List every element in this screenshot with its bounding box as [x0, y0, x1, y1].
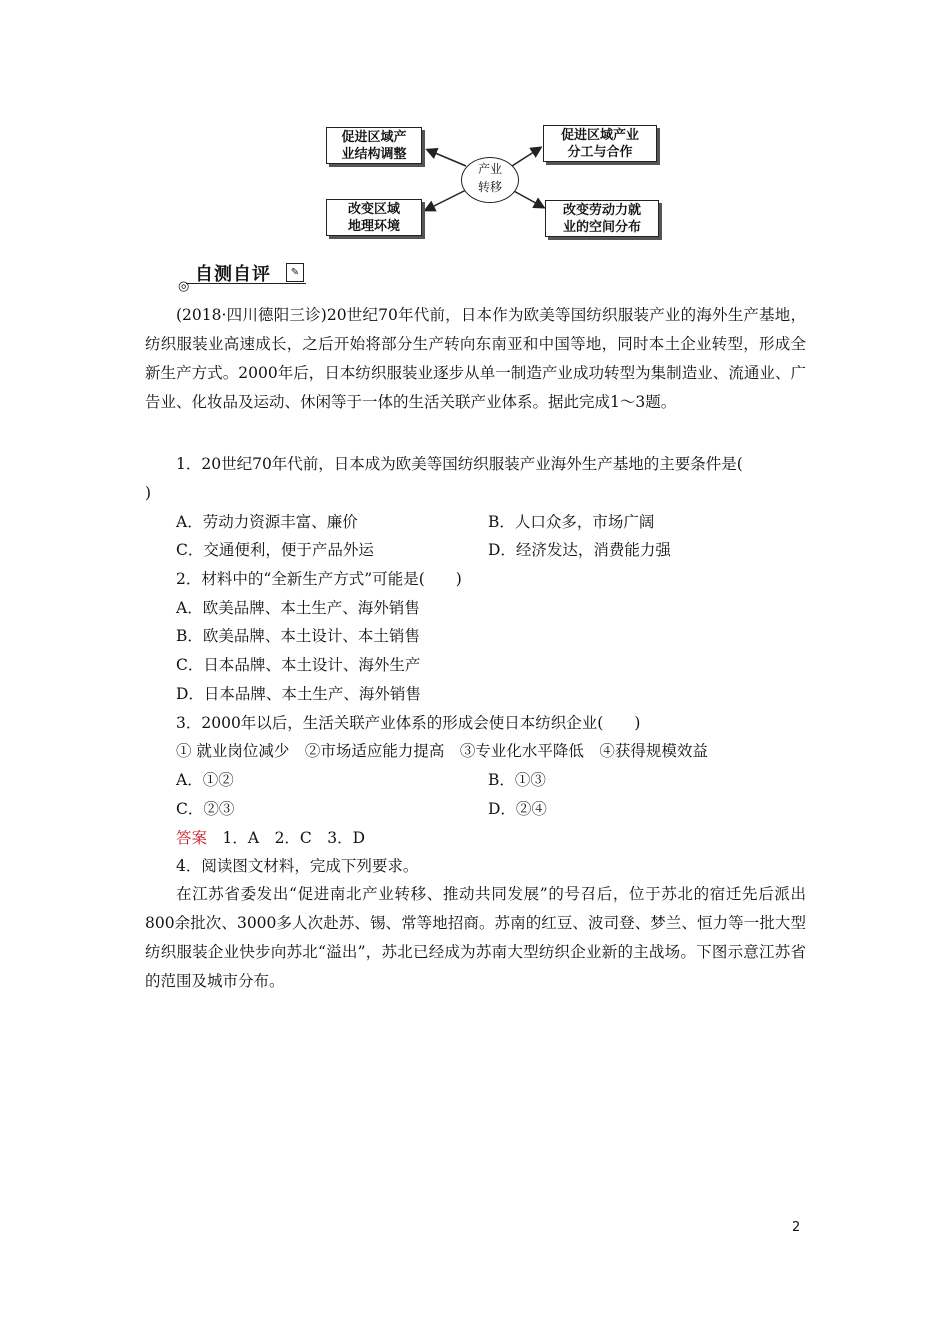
diagram-arrows — [0, 0, 950, 245]
q1-option-c: C．交通便利，便于产品外运 — [176, 541, 374, 559]
q2-option-d: D．日本品牌、本土生产、海外销售 — [176, 685, 421, 703]
box-geographic-environment: 改变区域 地理环境 — [326, 199, 422, 236]
section-underline — [186, 283, 306, 284]
q1-stem-end: ) — [145, 484, 152, 502]
q3-option-d: D．②④ — [488, 800, 547, 818]
section-title: 自测自评 — [195, 264, 271, 285]
industry-transfer-diagram — [0, 0, 950, 245]
answer-text: 1．A 2．C 3．D — [207, 829, 366, 847]
q3-stem: 3．2000年以后，生活关联产业体系的形成会使日本纺织企业( ) — [176, 714, 641, 732]
q3-option-a: A．①② — [176, 771, 234, 789]
arrow-bottom-right — [512, 190, 543, 207]
q2-option-b: B．欧美品牌、本土设计、本土销售 — [176, 627, 420, 645]
q3-option-b: B．①③ — [488, 771, 546, 789]
q3-option-c: C．②③ — [176, 800, 235, 818]
q2-option-a: A．欧美品牌、本土生产、海外销售 — [176, 599, 420, 617]
q1-option-a: A．劳动力资源丰富、廉价 — [176, 513, 358, 531]
q1-option-b: B．人口众多，市场广阔 — [488, 513, 655, 531]
q4-material: 在江苏省委发出“促进南北产业转移、推动共同发展”的号召后，位于苏北的宿迁先后派出800余批次、3000多人次赴苏、锡、常等地招商。苏南的红豆、波司登、梦兰、恒力等一批大型纺织服装企业快步向苏北“溢出”，苏北已经成为苏南大型纺织企业新的主战场。下图示意江苏省的范围及城市分布。 — [145, 885, 806, 990]
arrow-top-right — [512, 148, 540, 166]
page-number: 2 — [792, 1220, 801, 1235]
q2-option-c: C．日本品牌、本土设计、海外生产 — [176, 656, 421, 674]
box-industry-structure: 促进区域产 业结构调整 — [326, 127, 422, 164]
section-mark: ◎ — [178, 279, 190, 294]
arrow-bottom-left — [426, 190, 466, 210]
box-division-cooperation: 促进区域产业 分工与合作 — [543, 125, 657, 162]
answer-line — [176, 828, 365, 848]
q1-stem: 1．20世纪70年代前，日本成为欧美等国纺织服装产业海外生产基地的主要条件是( — [176, 455, 743, 473]
answer-label: 答案 — [176, 829, 208, 847]
intro-paragraph: (2018·四川德阳三诊)20世纪70年代前，日本作为欧美等国纺织服装产业的海外生产基地，纺织服装业高速成长，之后开始将部分生产转向东南亚和中国等地，同时本土企业转型，形成全新生产方式。2000年后，日本纺织服装业逐步从单一制造产业成功转型为集制造业、流通业、广告业、化妆品及运动、休闲等于一体的生活关联产业体系。据此完成1～3题。 — [145, 306, 806, 411]
center-node: 产业 转移 — [461, 157, 519, 203]
q1-option-d: D．经济发达，消费能力强 — [488, 541, 671, 559]
arrow-top-left — [428, 150, 466, 166]
q2-stem: 2．材料中的“全新生产方式”可能是( ) — [176, 570, 462, 588]
q3-items: ① 就业岗位减少 ②市场适应能力提高 ③专业化水平降低 ④获得规模效益 — [176, 742, 708, 760]
box-labor-distribution: 改变劳动力就 业的空间分布 — [545, 200, 659, 237]
q4-stem: 4．阅读图文材料，完成下列要求。 — [176, 857, 419, 875]
pencil-icon: ✎ — [286, 263, 304, 282]
